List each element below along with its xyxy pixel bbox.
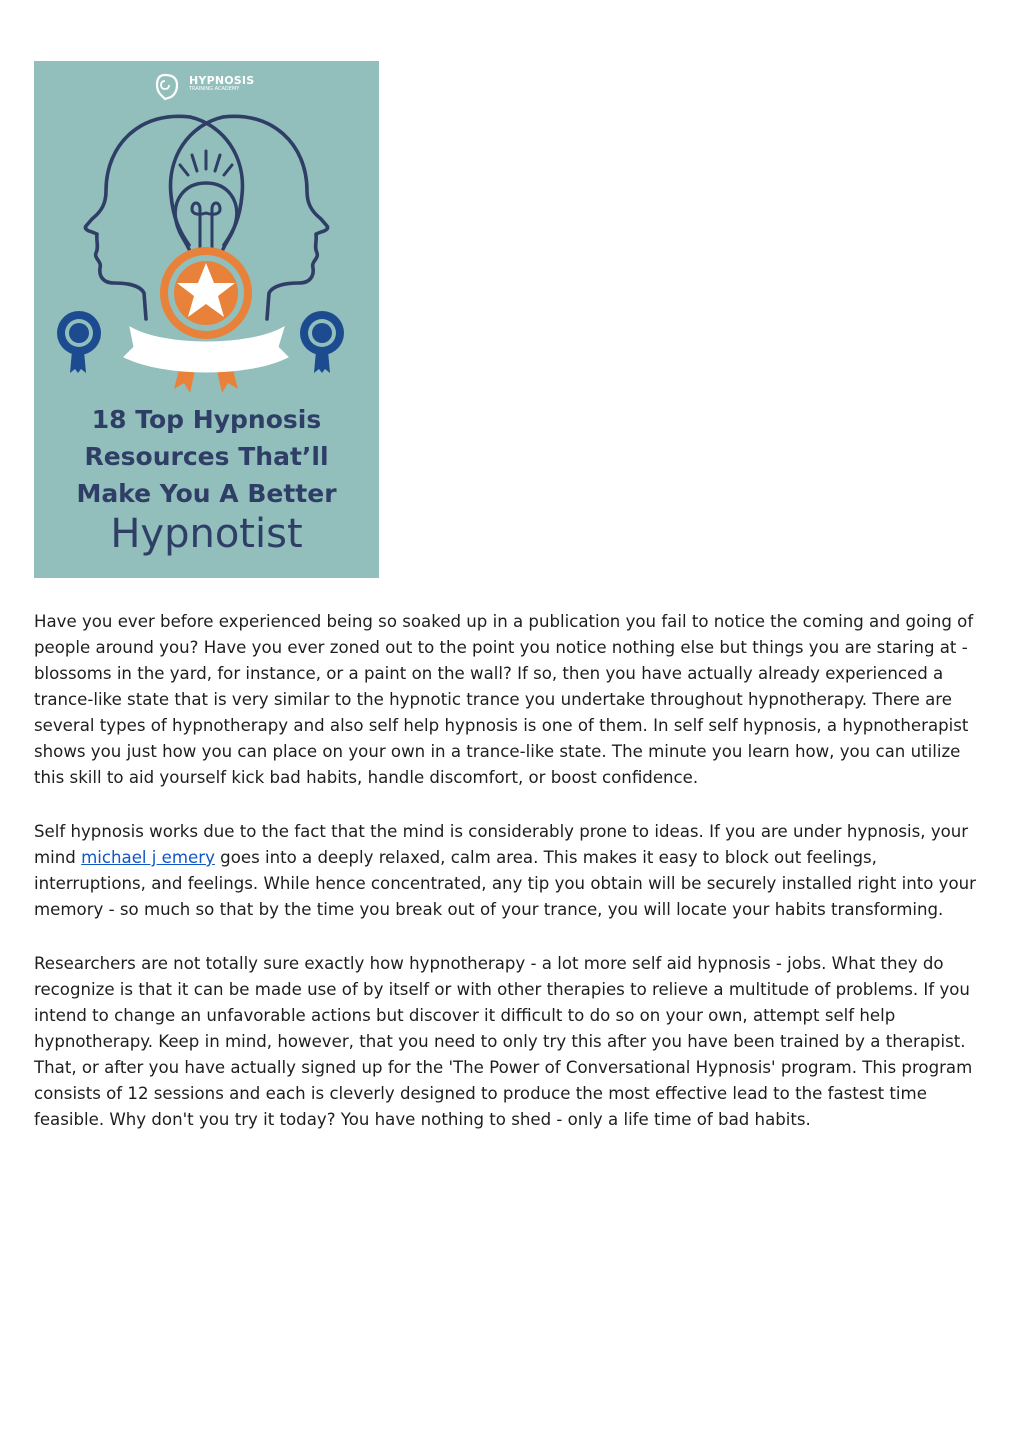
paragraph-1: Have you ever before experienced being so soaked up in a publication you fail to notice the coming and going of people around you? Have you ever zoned out to the point you notice nothing else but things you are staring at - blossoms in the yard, for instance, or a paint on the wall? If so, then you have actually already experienced a trance-like state that is very similar to the hypnotic trance you undertake throughout hypnotherapy. There are several types of hypnotherapy and also self help hypnosis is one of them. In self self hypnosis, a hypnotherapist shows you just how you can place on your own in a trance-like state. The minute you learn how, you can utilize this skill to aid yourself kick bad habits, handle discomfort, or boost confidence. bbox=[34, 612, 974, 787]
star-medal-icon bbox=[160, 247, 252, 339]
brand-logo bbox=[189, 75, 254, 92]
michael-j-emery-link[interactable]: michael j emery bbox=[81, 848, 215, 867]
paragraph-3: Researchers are not totally sure exactly how hypnotherapy - a lot more self aid hypnosis - jobs. What they do recognize is that it can be made use of by itself or with other therapies to relieve a multitude of problems. If you intend to change an unfavorable actions but discover it difficult to do so on your own, attempt self help hypnotherapy. Keep in mind, however, that you need to only try this after you have been trained by a therapist. That, or after you have actually signed up for the 'The Power of Conversational Hypnosis' program. This program consists of 12 sessions and each is cleverly designed to produce the most effective lead to the fastest time feasible. Why don't you try it today? You have nothing to shed - only a life time of bad habits. bbox=[34, 954, 973, 1129]
cover-title-line-2: Resources That’ll bbox=[84, 442, 329, 471]
right-award-badge-icon bbox=[300, 311, 344, 373]
paragraph-2-text-end: goes into a deeply relaxed, calm area. This makes it easy to block out feelings, interruptions, and feelings. While hence concentrated, any tip you obtain will be securely installed right into your memory - so much so that by the time you break out of your trance, you will locate your habits transforming. bbox=[34, 848, 976, 919]
logo-name: HYPNOSIS bbox=[189, 74, 255, 87]
paragraph-2 bbox=[34, 819, 990, 923]
cover-title-line-4: Hypnotist bbox=[110, 511, 303, 557]
cover-title bbox=[34, 401, 379, 512]
paragraph-2-text-start: Self hypnosis works due to the fact that the mind is considerably prone to ideas. If you are under hypnosis, your mind bbox=[34, 822, 969, 867]
cover-title-line-3: Make You A Better bbox=[76, 479, 337, 508]
left-award-badge-icon bbox=[57, 311, 101, 373]
cover-title-line-1: 18 Top Hypnosis bbox=[91, 405, 322, 434]
article-body bbox=[34, 609, 990, 1161]
logo-icon bbox=[157, 75, 177, 99]
logo-subtitle: TRAINING ACADEMY bbox=[189, 86, 240, 92]
book-cover-image bbox=[34, 61, 379, 578]
